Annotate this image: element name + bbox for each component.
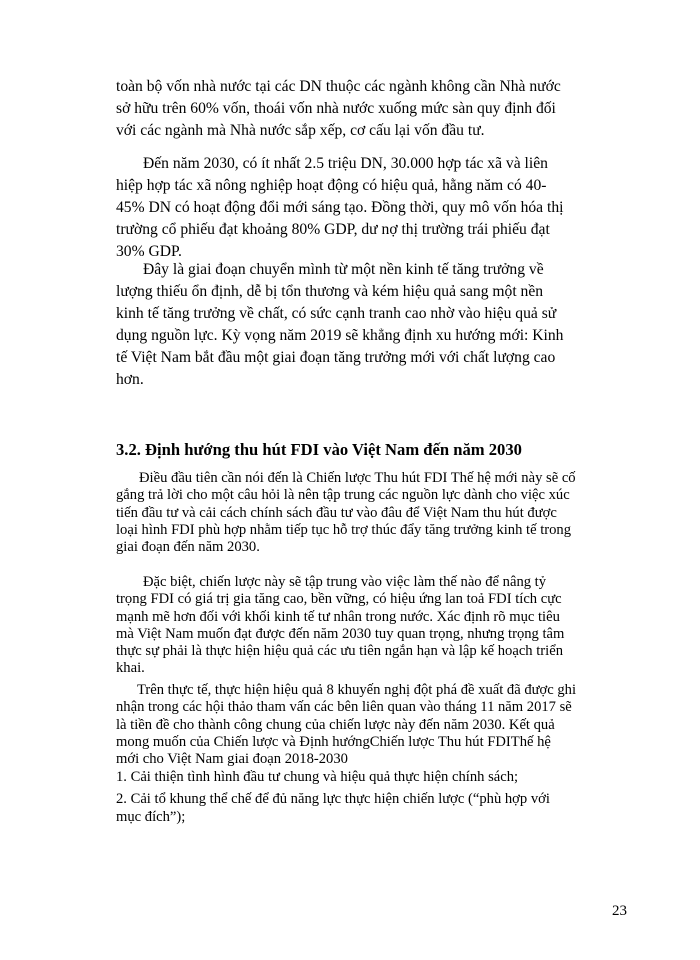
- text-line: gắng trả lời cho một câu hỏi là nên tập trung các nguồn lực dành cho việc xúc: [116, 487, 570, 504]
- text-line: khai.: [116, 660, 145, 677]
- text-line: 1. Cải thiện tình hình đầu tư chung và hiệu quả thực hiện chính sách;: [116, 769, 519, 785]
- paragraph-fdi-strategy: [116, 470, 586, 556]
- text-line: Đặc biệt, chiến lược này sẽ tập trung vào việc làm thế nào để nâng tỷ: [143, 574, 547, 590]
- text-line: mong muốn của Chiến lược và Định hướngChiến lược Thu hút FDIThế hệ: [116, 733, 551, 750]
- text-line: thực sự phải là thực hiện hiệu quả các ưu tiên ngắn hạn và lập kế hoạch triển: [116, 643, 563, 660]
- text-line: trọng FDI có giá trị gia tăng cao, bền vững, có hiệu ứng lan toả FDI tích cực: [116, 591, 562, 608]
- paragraph-recommendations: [116, 682, 586, 768]
- text-line: mục đích”);: [116, 808, 186, 825]
- text-line: Đây là giai đoạn chuyển mình từ một nền kinh tế tăng trưởng về: [143, 261, 544, 278]
- text-line: Điều đầu tiên cần nói đến là Chiến lược Thu hút FDI Thế hệ mới này sẽ cố: [139, 470, 576, 486]
- paragraph-continuation: [116, 76, 586, 142]
- text-line: toàn bộ vốn nhà nước tại các DN thuộc các ngành không cần Nhà nước: [116, 78, 561, 95]
- section-heading: 3.2. Định hướng thu hút FDI vào Việt Nam đến năm 2030: [116, 440, 522, 459]
- text-line: trường cổ phiếu đạt khoảng 80% GDP, dư nợ thị trường trái phiếu đạt: [116, 221, 550, 238]
- list-item: [116, 791, 586, 826]
- list-item: [116, 769, 586, 786]
- text-line: giai đoạn đến năm 2030.: [116, 539, 260, 556]
- text-line: với các ngành mà Nhà nước sắp xếp, cơ cấu lại vốn đầu tư.: [116, 122, 485, 139]
- text-line: 2. Cải tổ khung thể chế để đủ năng lực thực hiện chiến lược (“phù hợp với: [116, 791, 550, 808]
- text-line: loại hình FDI phù hợp nhằm tiếp tục hỗ trợ thúc đẩy tăng trưởng kinh tế trong: [116, 521, 572, 538]
- text-line: hiệp hợp tác xã nông nghiệp hoạt động có hiệu quả, hằng năm có 40-: [116, 177, 547, 194]
- paragraph-2030-targets: [116, 153, 586, 263]
- paragraph-transition-period: [116, 259, 586, 391]
- text-line: tiến đầu tư và cải cách chính sách đầu tư vào đâu để Việt Nam thu hút được: [116, 504, 557, 521]
- text-line: 45% DN có hoạt động đổi mới sáng tạo. Đồng thời, quy mô vốn hóa thị: [116, 199, 564, 216]
- numbered-list: [116, 769, 586, 826]
- paragraph-fdi-focus: [116, 574, 586, 678]
- text-line: là tiền đề cho thành công chung của chiến lược này đến năm 2030. Kết quả: [116, 716, 555, 733]
- text-line: tế Việt Nam bắt đầu một giai đoạn tăng trưởng mới với chất lượng cao: [116, 349, 556, 366]
- text-line: lượng thiếu ổn định, dễ bị tổn thương và kém hiệu quả sang một nền: [116, 283, 544, 300]
- text-line: mà Việt Nam muốn đạt được đến năm 2030 tuy quan trọng, nhưng trọng tâm: [116, 625, 565, 642]
- text-line: hơn.: [116, 371, 144, 388]
- text-line: mới cho Việt Nam giai đoạn 2018-2030: [116, 751, 348, 768]
- page-number: 23: [612, 903, 627, 919]
- text-line: 30% GDP.: [116, 243, 182, 260]
- text-line: Trên thực tế, thực hiện hiệu quả 8 khuyến nghị đột phá đề xuất đã được ghi: [137, 682, 577, 698]
- text-line: Đến năm 2030, có ít nhất 2.5 triệu DN, 30.000 hợp tác xã và liên: [143, 155, 548, 172]
- text-line: mạnh mẽ hơn đối với khối kinh tế tư nhân trong nước. Xác định rõ mục tiêu: [116, 608, 560, 625]
- text-line: dụng nguồn lực. Kỳ vọng năm 2019 sẽ khẳng định xu hướng mới: Kinh: [116, 327, 564, 344]
- text-line: nhận trong các hội thảo tham vấn các bên liên quan vào tháng 11 năm 2017 sẽ: [116, 699, 572, 716]
- text-line: kinh tế tăng trưởng về chất, có sức cạnh tranh cao nhờ vào hiệu quả sử: [116, 305, 557, 322]
- text-line: sở hữu trên 60% vốn, thoái vốn nhà nước xuống mức sàn quy định đối: [116, 100, 556, 117]
